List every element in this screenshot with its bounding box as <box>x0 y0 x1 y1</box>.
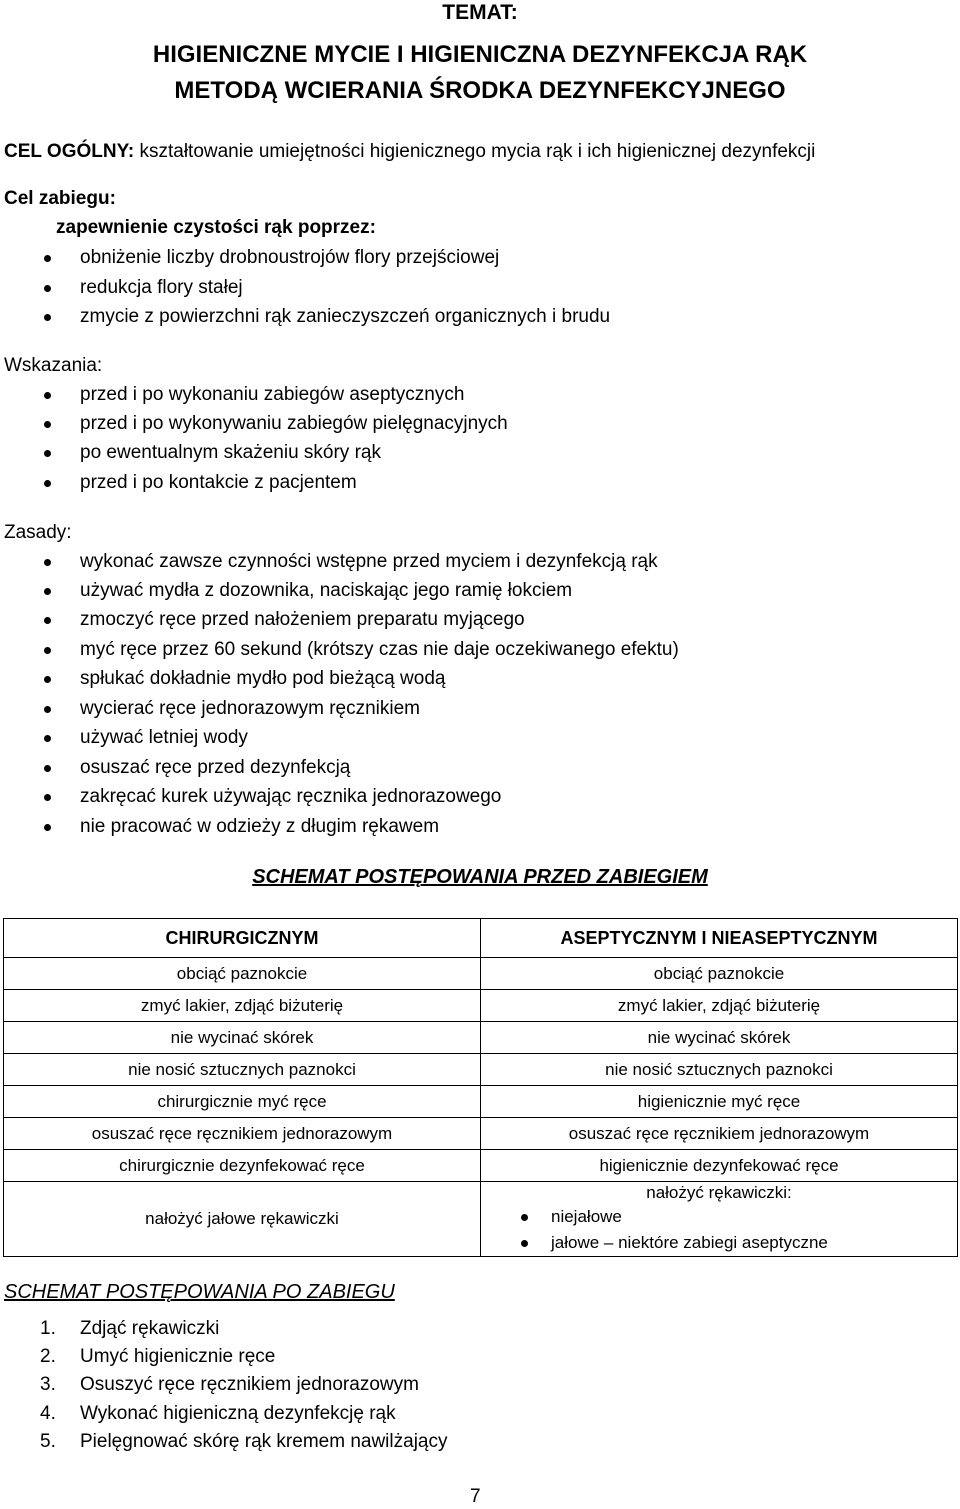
table-cell: nie wycinać skórek <box>481 1022 958 1054</box>
zasady-heading: Zasady: <box>4 522 72 543</box>
page-title-line-1: HIGIENICZNE MYCIE I HIGIENICZNA DEZYNFEKCJA RĄK <box>152 41 808 68</box>
bullet-icon <box>521 1240 528 1247</box>
table-cell: chirurgicznie dezynfekować ręce <box>4 1150 481 1182</box>
temat-label: TEMAT: <box>442 1 518 24</box>
cel-ogolny <box>4 140 815 164</box>
table-row <box>4 1118 958 1150</box>
bullet-icon <box>44 706 51 713</box>
gloves-list <box>481 1204 957 1256</box>
table-header-chirurgicznym: CHIRURGICZNYM <box>4 919 481 958</box>
bullet-icon <box>44 285 51 292</box>
wskazania-heading: Wskazania: <box>4 355 103 376</box>
table-cell: zmyć lakier, zdjąć biżuterię <box>4 990 481 1022</box>
page-number: 7 <box>470 1486 481 1507</box>
table-row <box>4 1150 958 1182</box>
bullet-icon <box>44 794 51 801</box>
table-row <box>4 1182 958 1257</box>
table-row <box>4 958 958 990</box>
bullet-icon <box>44 392 51 399</box>
bullet-icon <box>44 765 51 772</box>
schemat-po-title: SCHEMAT POSTĘPOWANIA PO ZABIEGU <box>4 1281 395 1303</box>
bullet-icon <box>521 1214 528 1221</box>
cel-zabiegu-subheading: zapewnienie czystości rąk poprzez: <box>56 217 376 238</box>
bullet-icon <box>44 617 51 624</box>
table-cell-gloves <box>481 1182 958 1257</box>
cel-zabiegu-heading: Cel zabiegu: <box>4 188 116 209</box>
gloves-label: nałożyć rękawiczki: <box>646 1183 792 1202</box>
table-row <box>4 1086 958 1118</box>
table-row <box>4 1054 958 1086</box>
table-cell: higienicznie dezynfekować ręce <box>481 1150 958 1182</box>
page-title-line-2: METODĄ WCIERANIA ŚRODKA DEZYNFEKCYJNEGO <box>174 77 786 104</box>
table-cell: osuszać ręce ręcznikiem jednorazowym <box>4 1118 481 1150</box>
table-cell: nałożyć jałowe rękawiczki <box>4 1182 481 1257</box>
bullet-icon <box>44 735 51 742</box>
table-cell: obciąć paznokcie <box>481 958 958 990</box>
bullet-icon <box>44 647 51 654</box>
bullet-icon <box>44 559 51 566</box>
table-row <box>4 1022 958 1054</box>
schemat-przed-table <box>3 918 958 1257</box>
list-item: jałowe – niektóre zabiegi aseptyczne <box>521 1230 957 1256</box>
bullet-icon <box>44 314 51 321</box>
cel-ogolny-label: CEL OGÓLNY: <box>4 141 135 162</box>
bullet-icon <box>44 421 51 428</box>
table-cell: chirurgicznie myć ręce <box>4 1086 481 1118</box>
table-cell: nie nosić sztucznych paznokci <box>481 1054 958 1086</box>
list-item: niejałowe <box>521 1204 957 1230</box>
bullet-icon <box>44 255 51 262</box>
schemat-przed-title: SCHEMAT POSTĘPOWANIA PRZED ZABIEGIEM <box>252 866 708 888</box>
bullet-icon <box>44 450 51 457</box>
bullet-icon <box>44 588 51 595</box>
table-row <box>4 990 958 1022</box>
table-cell: nie nosić sztucznych paznokci <box>4 1054 481 1086</box>
bullet-icon <box>44 824 51 831</box>
table-cell: nie wycinać skórek <box>4 1022 481 1054</box>
table-cell: higienicznie myć ręce <box>481 1086 958 1118</box>
table-cell: obciąć paznokcie <box>4 958 481 990</box>
table-header-aseptycznym: ASEPTYCZNYM I NIEASEPTYCZNYM <box>481 919 958 958</box>
bullet-icon <box>44 480 51 487</box>
bullet-icon <box>44 676 51 683</box>
table-cell: osuszać ręce ręcznikiem jednorazowym <box>481 1118 958 1150</box>
cel-ogolny-text: kształtowanie umiejętności higienicznego mycia rąk i ich higienicznej dezynfekcji <box>134 141 816 162</box>
table-cell: zmyć lakier, zdjąć biżuterię <box>481 990 958 1022</box>
